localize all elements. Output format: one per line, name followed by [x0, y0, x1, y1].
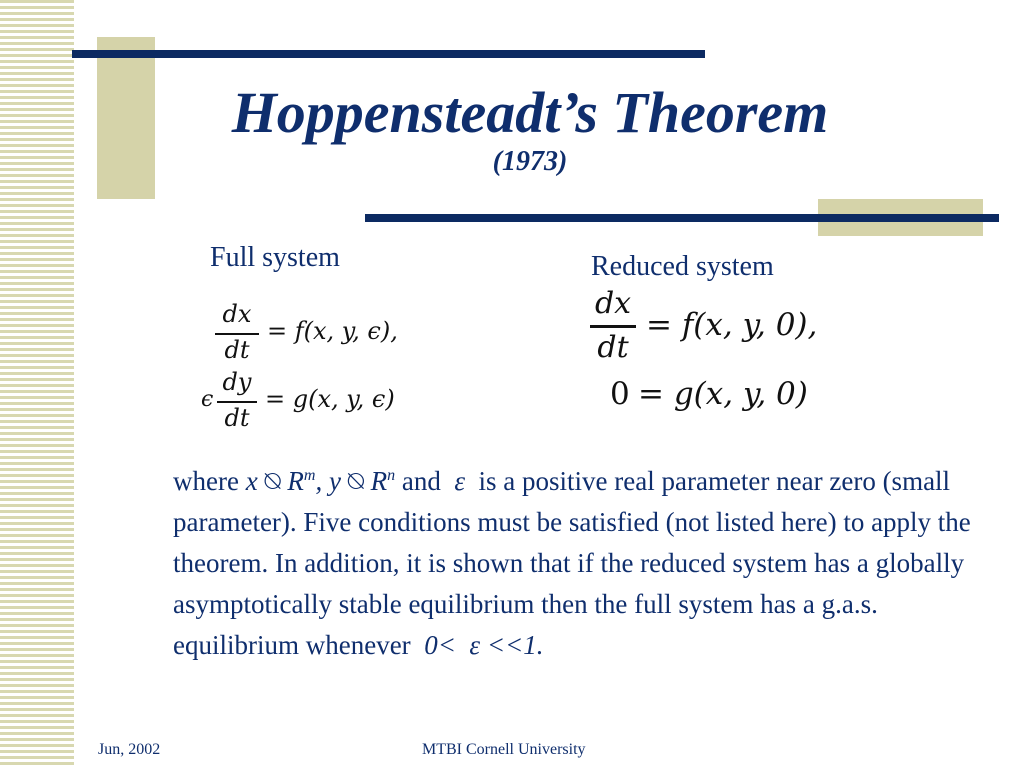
fraction [217, 368, 257, 434]
condition-rhs: <<1. [486, 630, 544, 660]
epsilon-symbol: ε [469, 630, 481, 660]
fraction-bar [215, 333, 259, 335]
denominator: dt [597, 330, 629, 365]
full-system-equation-2 [201, 368, 471, 434]
slide-title: Hoppensteadt’s Theorem [231, 80, 829, 145]
set-R: R [287, 466, 304, 496]
equation-rhs: = g(x, y, 0) [638, 376, 808, 412]
equation-rhs: = f(x, y, ϵ), [267, 317, 398, 345]
epsilon-prefix: ϵ [201, 387, 214, 412]
navy-rule-right [365, 214, 999, 222]
fraction [215, 300, 259, 366]
where-word: where [173, 466, 239, 496]
var-x: x [245, 466, 258, 496]
and-word: and [401, 466, 441, 496]
fraction [590, 286, 636, 366]
var-y: , y [315, 466, 341, 496]
reduced-system-equation-2 [610, 374, 870, 418]
khaki-block-top [97, 37, 155, 199]
numerator: dy [222, 368, 252, 396]
fraction-bar [590, 325, 636, 328]
full-system-equation-1 [215, 300, 475, 366]
denominator: dt [224, 404, 250, 432]
slide-subtitle: (1973) [492, 146, 568, 177]
reduced-system-equation-1 [590, 286, 870, 366]
navy-rule-top [72, 50, 705, 58]
equation-rhs: = f(x, y, 0), [646, 307, 818, 343]
superscript-m: m [303, 467, 316, 484]
reduced-system-label: Reduced system [591, 251, 774, 282]
numerator: dx [594, 286, 632, 321]
element-of-symbol: ⍉ [347, 466, 364, 496]
element-of-symbol: ⍉ [264, 466, 281, 496]
condition-lhs: 0< [424, 630, 456, 660]
theorem-description [173, 461, 973, 666]
set-R: R [370, 466, 388, 496]
fraction-bar [217, 401, 257, 403]
epsilon-symbol: ε [454, 466, 466, 496]
description-text: is a positive real parameter near zero (small parameter). Five conditions must be satisfied (not listed here) to apply the theorem. In addition, it is shown that if the reduced system has a globally asymptotically stable equilibrium then the full system has a g.a.s. equilibrium whenever [173, 466, 971, 660]
equation-rhs: = g(x, y, ϵ) [265, 385, 395, 413]
left-stripe-decoration [0, 0, 74, 768]
footer-organization: MTBI Cornell University [422, 741, 586, 758]
footer-date: Jun, 2002 [98, 741, 161, 758]
equation-lhs: 0 [610, 376, 630, 412]
superscript-n: n [387, 467, 396, 484]
denominator: dt [224, 336, 250, 364]
full-system-label: Full system [210, 242, 340, 273]
numerator: dx [222, 300, 252, 328]
